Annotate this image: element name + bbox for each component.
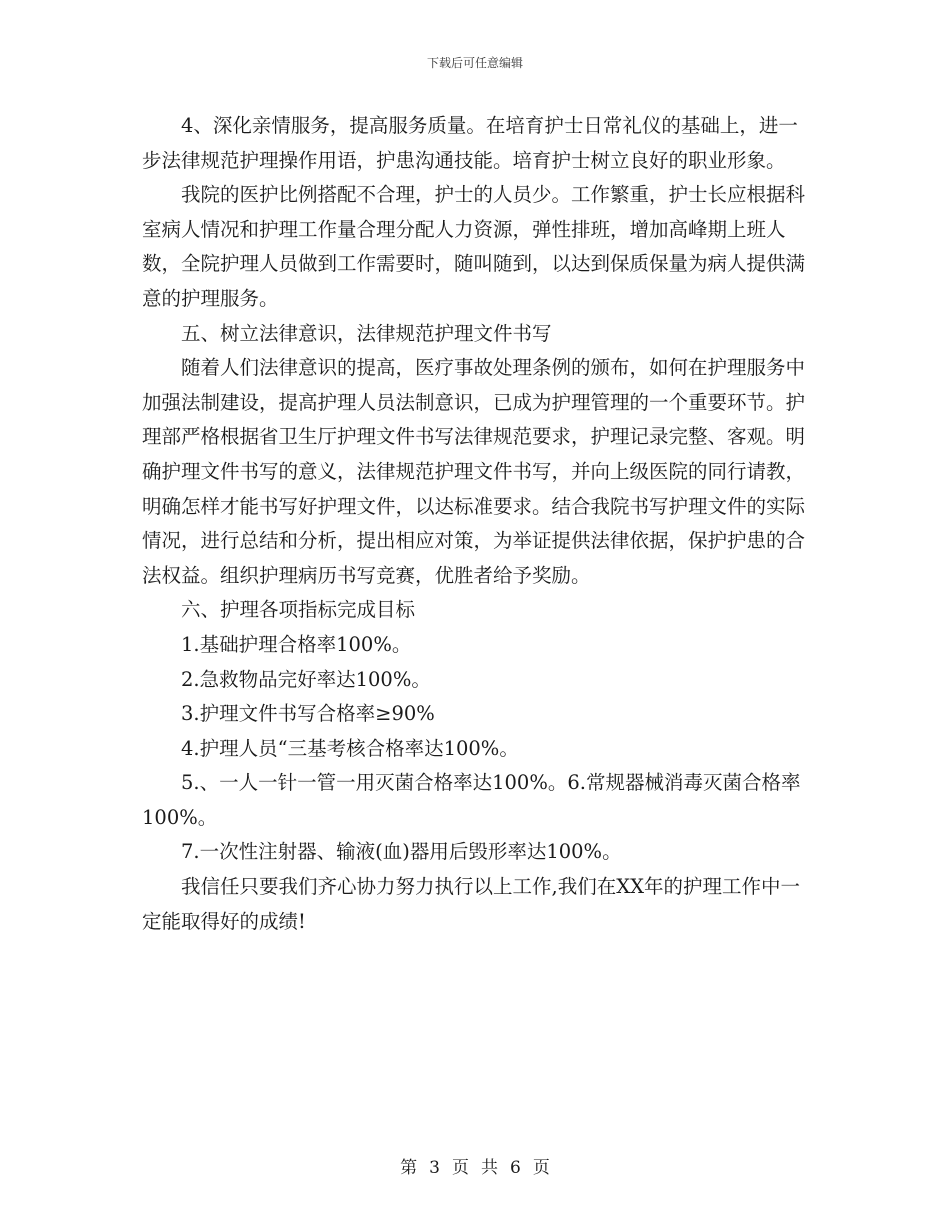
footer-page-label: 页 [452, 1158, 469, 1178]
target-item-7: 7.一次性注射器、输液(血)器用后毁形率达100%。 [181, 840, 622, 864]
target-item-3: 3.护理文件书写合格率≥90% [181, 702, 435, 726]
target-item-4: 4.护理人员“三基考核合格率达100%。 [181, 736, 519, 760]
paragraph-1: 4、深化亲情服务，提高服务质量。在培育护士日常礼仪的基础上，进一步法律规范护理操作用语，护患沟通技能。培育护士树立良好的职业形象。 [142, 114, 798, 172]
document-body [142, 109, 812, 939]
footer-prefix: 第 [400, 1158, 418, 1178]
target-item-2: 2.急救物品完好率达100%。 [181, 667, 431, 691]
page-header: 下载后可任意编辑 [426, 56, 523, 70]
section-heading-6: 六、护理各项指标完成目标 [181, 598, 416, 622]
target-item-5-6: 5.、一人一针一管一用灭菌合格率达100%。6.常规器械消毒灭菌合格率100%。 [142, 771, 801, 829]
footer-total-label: 共 [481, 1158, 498, 1178]
page-footer [0, 1153, 950, 1178]
section-heading-5: 五、树立法律意识，法律规范护理文件书写 [181, 321, 552, 345]
paragraph-3: 随着人们法律意识的提高，医疗事故处理条例的颁布，如何在护理服务中加强法制建设，提高护理人员法制意识，已成为护理管理的一个重要环节。护理部严格根据省卫生厅护理文件书写法律规范要求，护理记录完整、客观。明确护理文件书写的意义，法律规范护理文件书写，并向上级医院的同行请教，明确怎样才能书写好护理文件，以达标准要求。结合我院书写护理文件的实际情况，进行总结和分析，提出相应对策，为举证提供法律依据，保护护患的合法权益。组织护理病历书写竞赛，优胜者给予奖励。 [142, 356, 806, 587]
footer-page-end-label: 页 [532, 1158, 550, 1178]
closing-paragraph: 我信任只要我们齐心协力努力执行以上工作,我们在XX年的护理工作中一定能取得好的成绩! [142, 875, 800, 933]
target-item-1: 1.基础护理合格率100%。 [181, 632, 412, 656]
footer-total-pages: 6 [510, 1158, 521, 1178]
footer-current-page: 3 [429, 1158, 440, 1178]
paragraph-2: 我院的医护比例搭配不合理，护士的人员少。工作繁重，护士长应根据科室病人情况和护理工作量合理分配人力资源，弹性排班，增加高峰期上班人数，全院护理人员做到工作需要时，随叫随到，以达到保质保量为病人提供满意的护理服务。 [142, 183, 806, 310]
